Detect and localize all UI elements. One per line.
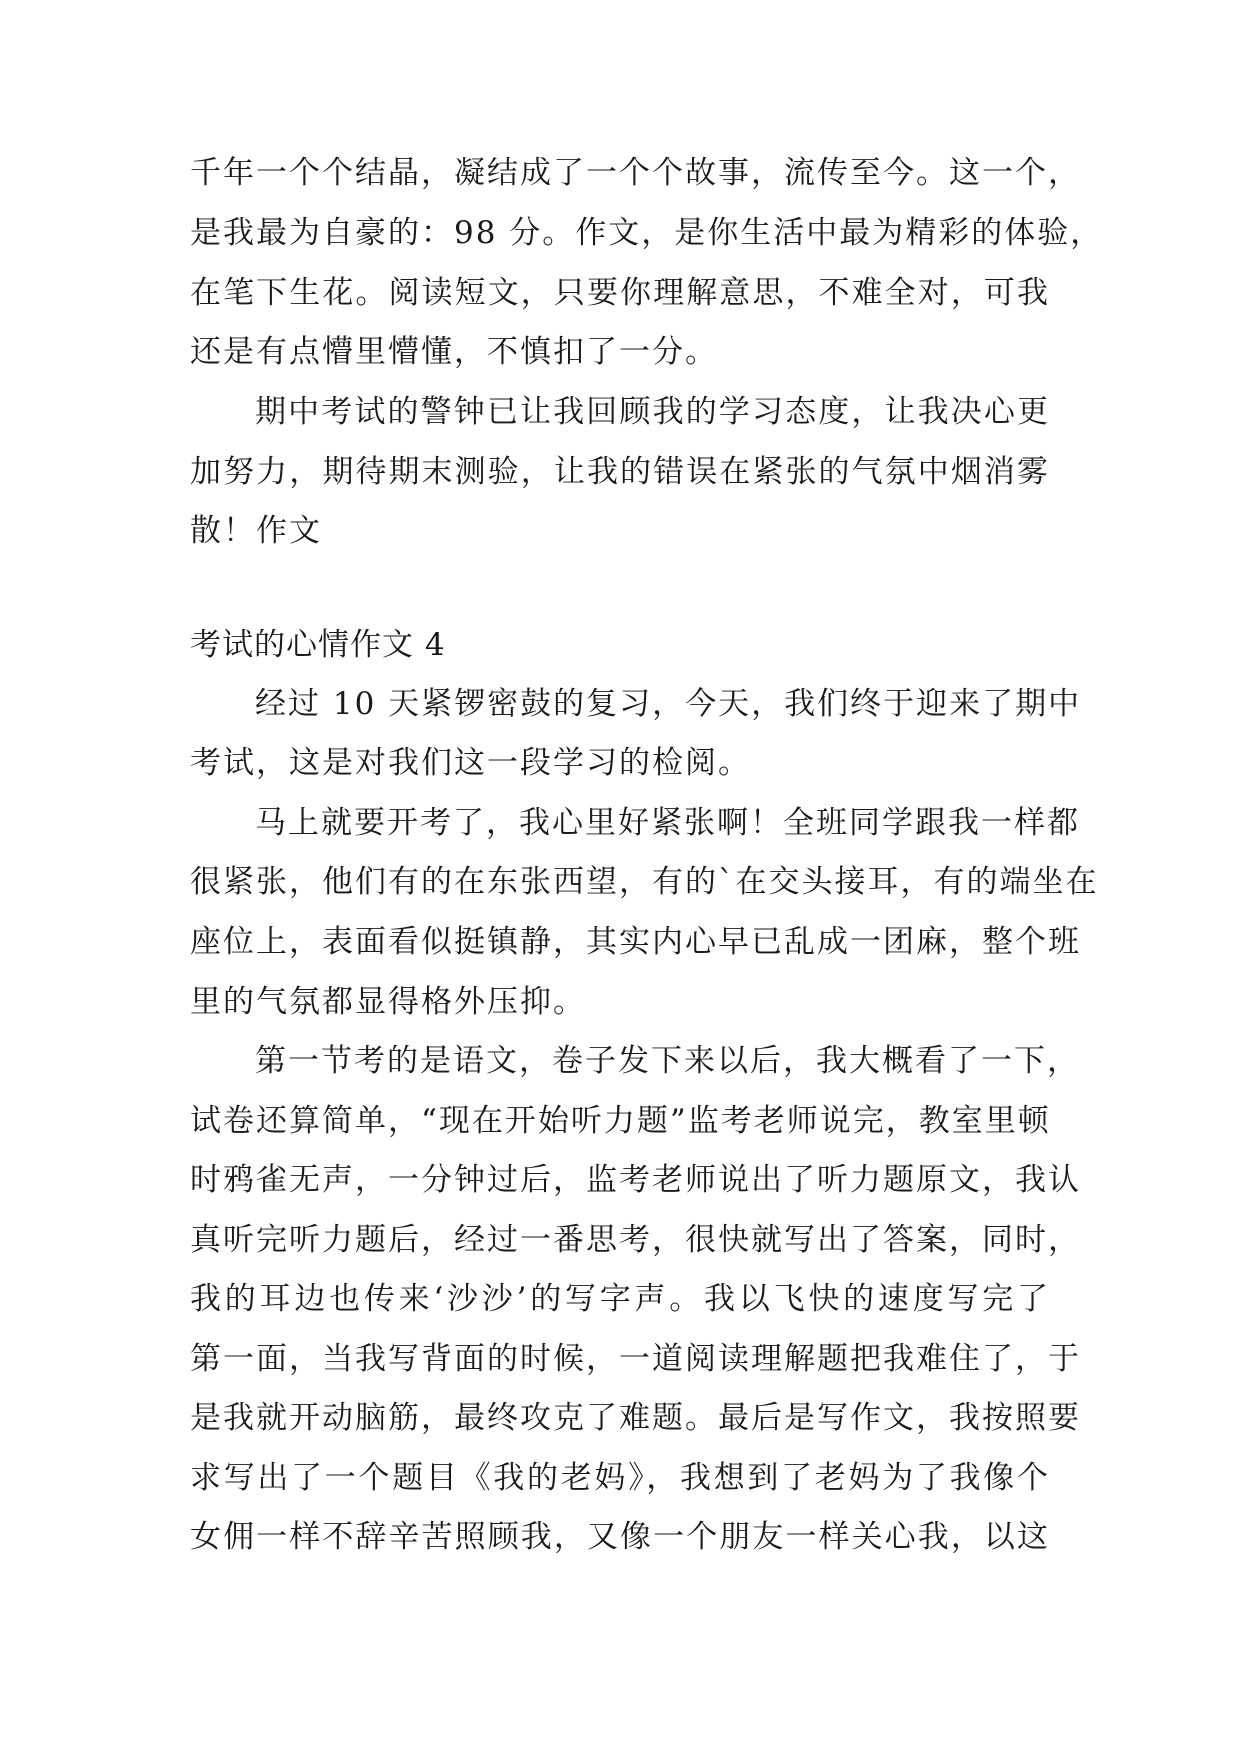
text-line: 座位上，表面看似挺镇静，其实内心早已乱成一团麻，整个班 (190, 924, 1081, 960)
text-line: 女佣一样不辞辛苦照顾我，又像一个朋友一样关心我，以这 (190, 1519, 1050, 1555)
paragraph-first-line: 期中考试的警钟已让我回顾我的学习态度，让我决心更 (255, 394, 1050, 430)
section-heading: 考试的心情作文 4 (190, 627, 446, 663)
text-line: 试卷还算简单，“现在开始听力题”监考老师说完，教室里顿 (190, 1103, 1051, 1139)
text-line: 是我最为自豪的：98 分。作文，是你生活中最为精彩的体验， (190, 215, 1104, 251)
text-line: 很紧张，他们有的在东张西望，有的`在交头接耳，有的端坐在 (190, 864, 1099, 900)
text-line: 我的耳边也传来‘沙沙’的写字声。我以飞快的速度写完了 (190, 1281, 1050, 1317)
text-line: 求写出了一个题目《我的老妈》，我想到了老妈为了我像个 (190, 1460, 1050, 1496)
text-line: 真听完听力题后，经过一番思考，很快就写出了答案，同时， (190, 1222, 1081, 1258)
paragraph-first-line: 经过 10 天紧锣密鼓的复习，今天，我们终于迎来了期中 (255, 686, 1082, 722)
text-line: 千年一个个结晶，凝结成了一个个故事，流传至今。这一个， (190, 155, 1081, 191)
text-line: 散！作文 (190, 513, 322, 549)
text-line: 是我就开动脑筋，最终攻克了难题。最后是写作文，我按照要 (190, 1400, 1081, 1436)
text-line: 还是有点懵里懵懂，不慎扣了一分。 (190, 334, 718, 370)
text-line: 时鸦雀无声，一分钟过后，监考老师说出了听力题原文，我认 (190, 1162, 1081, 1198)
text-line: 第一面，当我写背面的时候，一道阅读理解题把我难住了，于 (190, 1341, 1081, 1377)
text-line: 在笔下生花。阅读短文，只要你理解意思，不难全对，可我 (190, 275, 1050, 311)
text-line: 考试，这是对我们这一段学习的检阅。 (190, 745, 751, 781)
paragraph-first-line: 第一节考的是语文，卷子发下来以后，我大概看了一下， (255, 1043, 1080, 1079)
paragraph-first-line: 马上就要开考了，我心里好紧张啊！全班同学跟我一样都 (255, 805, 1080, 841)
text-line: 里的气氛都显得格外压抑。 (190, 984, 586, 1020)
text-line: 加努力，期待期末测验，让我的错误在紧张的气氛中烟消雾 (190, 454, 1050, 490)
